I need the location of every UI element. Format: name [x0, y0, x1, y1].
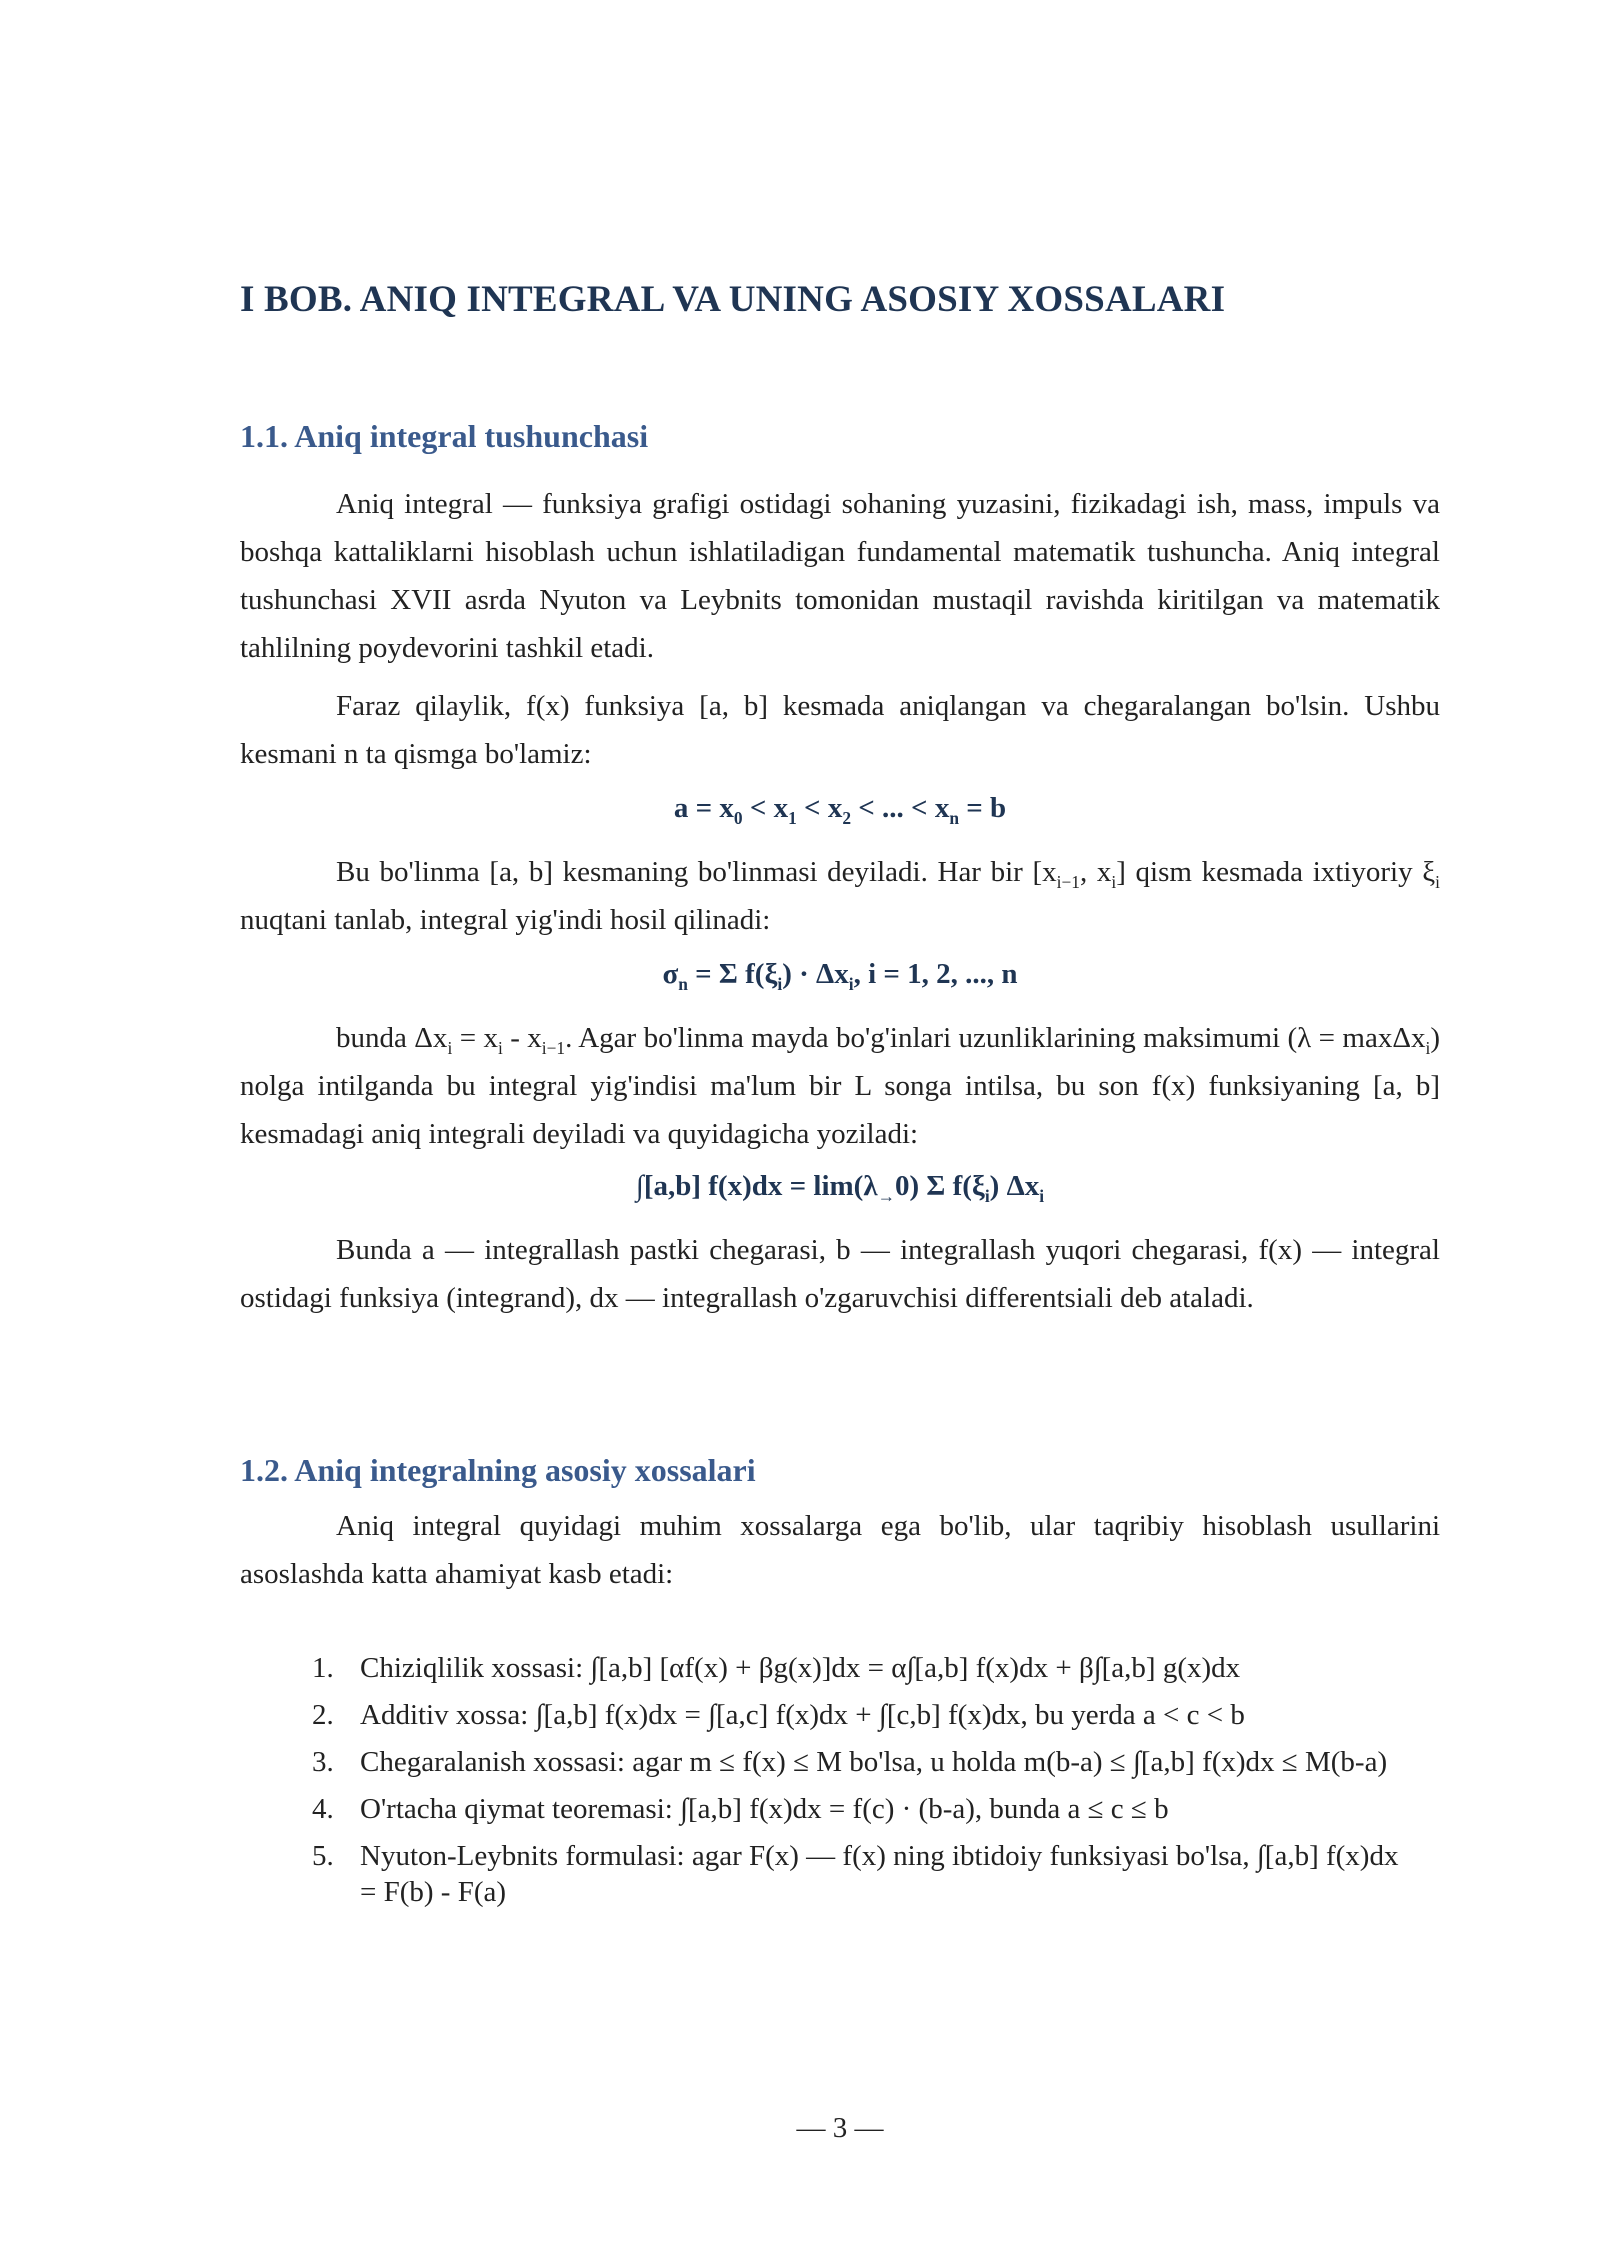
properties-list: [240, 1650, 1440, 1921]
paragraph-partition-intro: Faraz qilaylik, f(x) funksiya [a, b] kesmada aniqlangan va chegaralangan bo'lsin. Ushbu kesmani n ta qismga bo'lamiz:: [240, 690, 1440, 770]
list-item: [240, 1744, 1440, 1780]
list-item-text: Chiziqlilik xossasi: ∫[a,b] [αf(x) + βg(x)]dx = α∫[a,b] f(x)dx + β∫[a,b] g(x)dx: [360, 1652, 1241, 1684]
chapter-title: I BOB. ANIQ INTEGRAL VA UNING ASOSIY XOSSALARI: [240, 279, 1226, 320]
list-item: [240, 1697, 1440, 1733]
list-item-text: O'rtacha qiymat teoremasi: ∫[a,b] f(x)dx = f(c) · (b-a), bunda a ≤ c ≤ b: [360, 1793, 1169, 1825]
section-heading-1-2: 1.2. Aniq integralning asosiy xossalari: [240, 1452, 756, 1488]
formula-partition: $a = x_0 < x_1 < x_2$ < ... < $x_n = b$: [673, 792, 1007, 828]
paragraph-terminology: Bunda a — integrallash pastki chegarasi, b — integrallash yuqori chegarasi, f(x) — integral ostidagi funksiya (integrand), dx — integrallash o'zgaruvchisi differentsiali deb ataladi.: [240, 1234, 1440, 1314]
formula-integral-sum: $\sigma_n = \Sigma$ $f(\xi_i) \cdot \Delta x_i$, i = 1, 2, ..., n: [662, 958, 1018, 994]
list-item-number: 5.: [312, 1840, 334, 1872]
section-heading-1-1: 1.1. Aniq integral tushunchasi: [240, 418, 649, 454]
list-item-number: 1.: [312, 1652, 334, 1684]
list-item-number: 3.: [312, 1746, 334, 1778]
paragraph-properties-intro: Aniq integral quyidagi muhim xossalarga ega bo'lib, ular taqribiy hisoblash usullarini asoslashda katta ahamiyat kasb etadi:: [240, 1510, 1440, 1590]
document-page: [240, 0, 1440, 2262]
formula-definite-integral: ∫[a,b] $f(x)dx = \lim(\lambda_\to 0)$ Σ $f(\xi_i)$ $\Delta x_i$: [635, 1170, 1045, 1206]
list-item-text: Chegaralanish xossasi: agar m ≤ f(x) ≤ M bo'lsa, u holda m(b-a) ≤ ∫[a,b] f(x)dx ≤ M(b-a): [360, 1746, 1388, 1778]
list-item-number: 4.: [312, 1793, 334, 1825]
list-item-number: 2.: [312, 1699, 334, 1731]
list-item: [240, 1838, 1440, 1910]
page-number: — 3 —: [796, 2112, 884, 2144]
paragraph-limit-definition: bunda $\Delta x_i = x_i - x_{i-1}$. Agar bo'linma mayda bo'g'inlari uzunliklarining maksimumi (λ = maxΔx$_i$) nolga intilganda bu integral yig'indisi ma'lum bir L songa intilsa, bu son f(x) funksiyaning [a, b] kesmadagi aniq integrali deyiladi va quyidagicha yoziladi:: [240, 1022, 1440, 1150]
paragraph-integral-sum-intro: Bu bo'linma [a, b] kesmaning bo'linmasi deyiladi. Har bir [$x_{i-1}$, $x_i$] qism kesmada ixtiyoriy $\xi_i$ nuqtani tanlab, integral yig'indi hosil qilinadi:: [240, 856, 1440, 936]
list-item-text: Nyuton-Leybnits formulasi: agar F(x) — f(x) ning ibtidoiy funksiyasi bo'lsa, ∫[a,b] f(x)dx = F(b) - F(a): [360, 1840, 1399, 1908]
list-item-text: Additiv xossa: ∫[a,b] f(x)dx = ∫[a,c] f(x)dx + ∫[c,b] f(x)dx, bu yerda a < c < b: [360, 1699, 1245, 1731]
list-item: [240, 1650, 1440, 1686]
paragraph-definition-intro: Aniq integral — funksiya grafigi ostidagi sohaning yuzasini, fizikadagi ish, mass, impuls va boshqa kattaliklarni hisoblash uchun ishlatiladigan fundamental matematik tushuncha. Aniq integral tushunchasi XVII asrda Nyuton va Leybnits tomonidan mustaqil ravishda kiritilgan va matematik tahlilning poydevorini tashkil etadi.: [240, 488, 1440, 664]
list-item: [240, 1791, 1440, 1827]
